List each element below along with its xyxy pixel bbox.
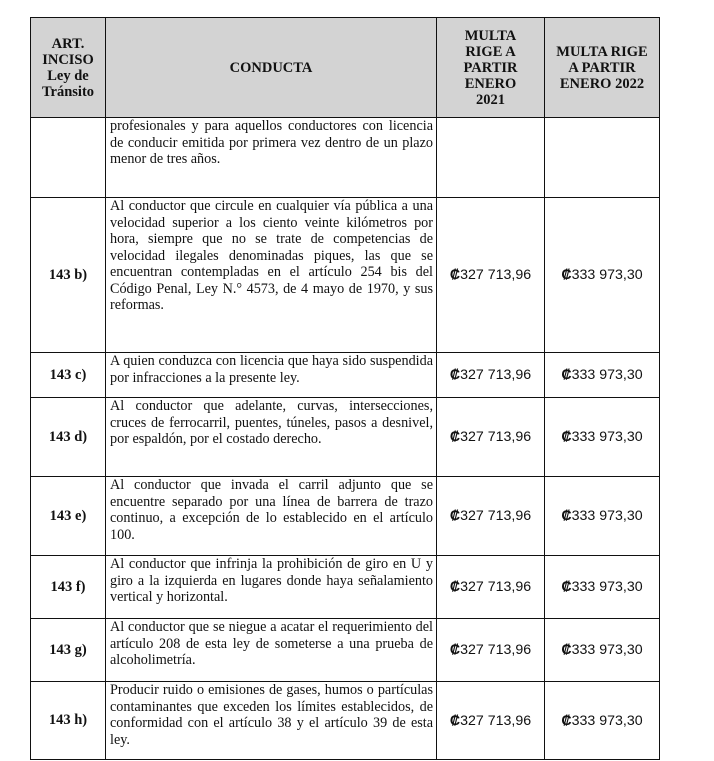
fine-2022-cell (545, 556, 660, 619)
fine-2021-value: 327 713,96 (460, 429, 532, 445)
header-art-line: INCISO (42, 51, 94, 68)
fines-table-container (30, 17, 660, 760)
table-row (31, 353, 660, 398)
header-2021-line: PARTIR (463, 59, 518, 76)
colon-currency-symbol: ₡ (561, 712, 572, 729)
table-header-row (31, 18, 660, 118)
header-art-line: Tránsito (41, 83, 95, 100)
colon-currency-symbol: ₡ (449, 712, 461, 729)
colon-currency-symbol: ₡ (449, 642, 461, 658)
art-cell: 143 f) (31, 556, 106, 619)
table-row (31, 118, 660, 198)
fine-2022-value: 333 973,30 (571, 508, 643, 524)
conducta-cell: Al conductor que se niegue a acatar el requerimiento del artículo 208 de esta ley de someterse a una prueba de alcoholimetría. (106, 619, 437, 682)
table-row (31, 477, 660, 556)
fine-2022-cell (545, 118, 660, 198)
fine-2021-cell (437, 682, 545, 760)
fine-2021-value: 327 713,96 (460, 642, 532, 658)
colon-currency-symbol: ₡ (561, 267, 572, 283)
table-row (31, 556, 660, 619)
fine-2021-cell (437, 619, 545, 682)
header-2021-line: 2021 (476, 91, 505, 108)
fine-2022-cell (545, 198, 660, 353)
fine-2021-value: 327 713,96 (460, 579, 532, 595)
conducta-cell: Al conductor que invada el carril adjunto que se encuentre separado por una línea de barrera de trazo continuo, a excepción de lo establecido en el artículo 100. (106, 477, 437, 556)
header-2021-line: ENERO (464, 75, 517, 92)
fines-table (30, 17, 660, 760)
colon-currency-symbol: ₡ (561, 579, 572, 595)
header-conducta: CONDUCTA (106, 18, 437, 118)
art-cell (31, 118, 106, 198)
art-cell: 143 b) (31, 198, 106, 353)
conducta-cell: Producir ruido o emisiones de gases, humos o partículas contaminantes que exceden los límites establecidos, de conformidad con el artículo 38 y el artículo 39 de esta ley. (106, 682, 437, 760)
fine-2021-value: 327 713,96 (460, 712, 532, 729)
header-2022-line: ENERO 2022 (559, 75, 645, 92)
art-cell: 143 c) (31, 353, 106, 398)
fine-2021-cell (437, 353, 545, 398)
colon-currency-symbol: ₡ (449, 508, 461, 524)
conducta-cell: Al conductor que infrinja la prohibición de giro en U y giro a la izquierda en lugares donde haya señalamiento vertical y horizontal. (106, 556, 437, 619)
colon-currency-symbol: ₡ (561, 642, 572, 658)
table-row (31, 619, 660, 682)
colon-currency-symbol: ₡ (561, 367, 572, 383)
colon-currency-symbol: ₡ (449, 429, 461, 445)
colon-currency-symbol: ₡ (449, 579, 461, 595)
fine-2022-cell (545, 353, 660, 398)
fine-2021-cell (437, 198, 545, 353)
fine-2021-value: 327 713,96 (460, 508, 532, 524)
conducta-cell: Al conductor que adelante, curvas, intersecciones, cruces de ferrocarril, puentes, túneles, pasos a desnivel, por espaldón, por el costado derecho. (106, 398, 437, 477)
header-multa-2021 (437, 18, 545, 118)
table-row (31, 682, 660, 760)
fine-2022-value: 333 973,30 (571, 642, 643, 658)
conducta-cell: profesionales y para aquellos conductores con licencia de conducir emitida por primera vez dentro de un plazo menor de tres años. (106, 118, 437, 198)
art-cell: 143 g) (31, 619, 106, 682)
art-cell: 143 h) (31, 682, 106, 760)
colon-currency-symbol: ₡ (561, 429, 572, 445)
art-cell: 143 d) (31, 398, 106, 477)
fine-2022-cell (545, 477, 660, 556)
header-2021-line: RIGE A (465, 43, 516, 60)
art-cell: 143 e) (31, 477, 106, 556)
table-row (31, 198, 660, 353)
fine-2022-value: 333 973,30 (571, 429, 643, 445)
header-2021-line: MULTA (464, 27, 517, 44)
conducta-cell: A quien conduzca con licencia que haya sido suspendida por infracciones a la presente ley. (106, 353, 437, 398)
fine-2022-cell (545, 398, 660, 477)
table-row (31, 398, 660, 477)
header-multa-2022 (545, 18, 660, 118)
header-art-line: ART. (51, 35, 85, 52)
fine-2022-value: 333 973,30 (571, 712, 643, 729)
fine-2022-cell (545, 682, 660, 760)
header-art-line: Ley de (47, 67, 89, 84)
fine-2021-cell (437, 118, 545, 198)
fine-2022-value: 333 973,30 (571, 267, 643, 283)
fine-2021-value: 327 713,96 (460, 367, 532, 383)
fine-2021-cell (437, 477, 545, 556)
fine-2022-value: 333 973,30 (571, 367, 643, 383)
colon-currency-symbol: ₡ (561, 508, 572, 524)
header-art-inciso (31, 18, 106, 118)
colon-currency-symbol: ₡ (449, 267, 461, 283)
header-2022-line: A PARTIR (568, 59, 636, 76)
colon-currency-symbol: ₡ (449, 367, 461, 383)
fine-2022-cell (545, 619, 660, 682)
header-2022-line: MULTA RIGE (556, 43, 648, 60)
fine-2021-value: 327 713,96 (460, 267, 532, 283)
fine-2021-cell (437, 398, 545, 477)
conducta-cell: Al conductor que circule en cualquier vía pública a una velocidad superior a los ciento veinte kilómetros por hora, siempre que no se trate de competencias de velocidad ilegales denominadas piques, las que se encuentran contempladas en el artículo 254 bis del Código Penal, Ley N.° 4573, de 4 mayo de 1970, y sus reformas. (106, 198, 437, 353)
fine-2022-value: 333 973,30 (571, 579, 643, 595)
fine-2021-cell (437, 556, 545, 619)
